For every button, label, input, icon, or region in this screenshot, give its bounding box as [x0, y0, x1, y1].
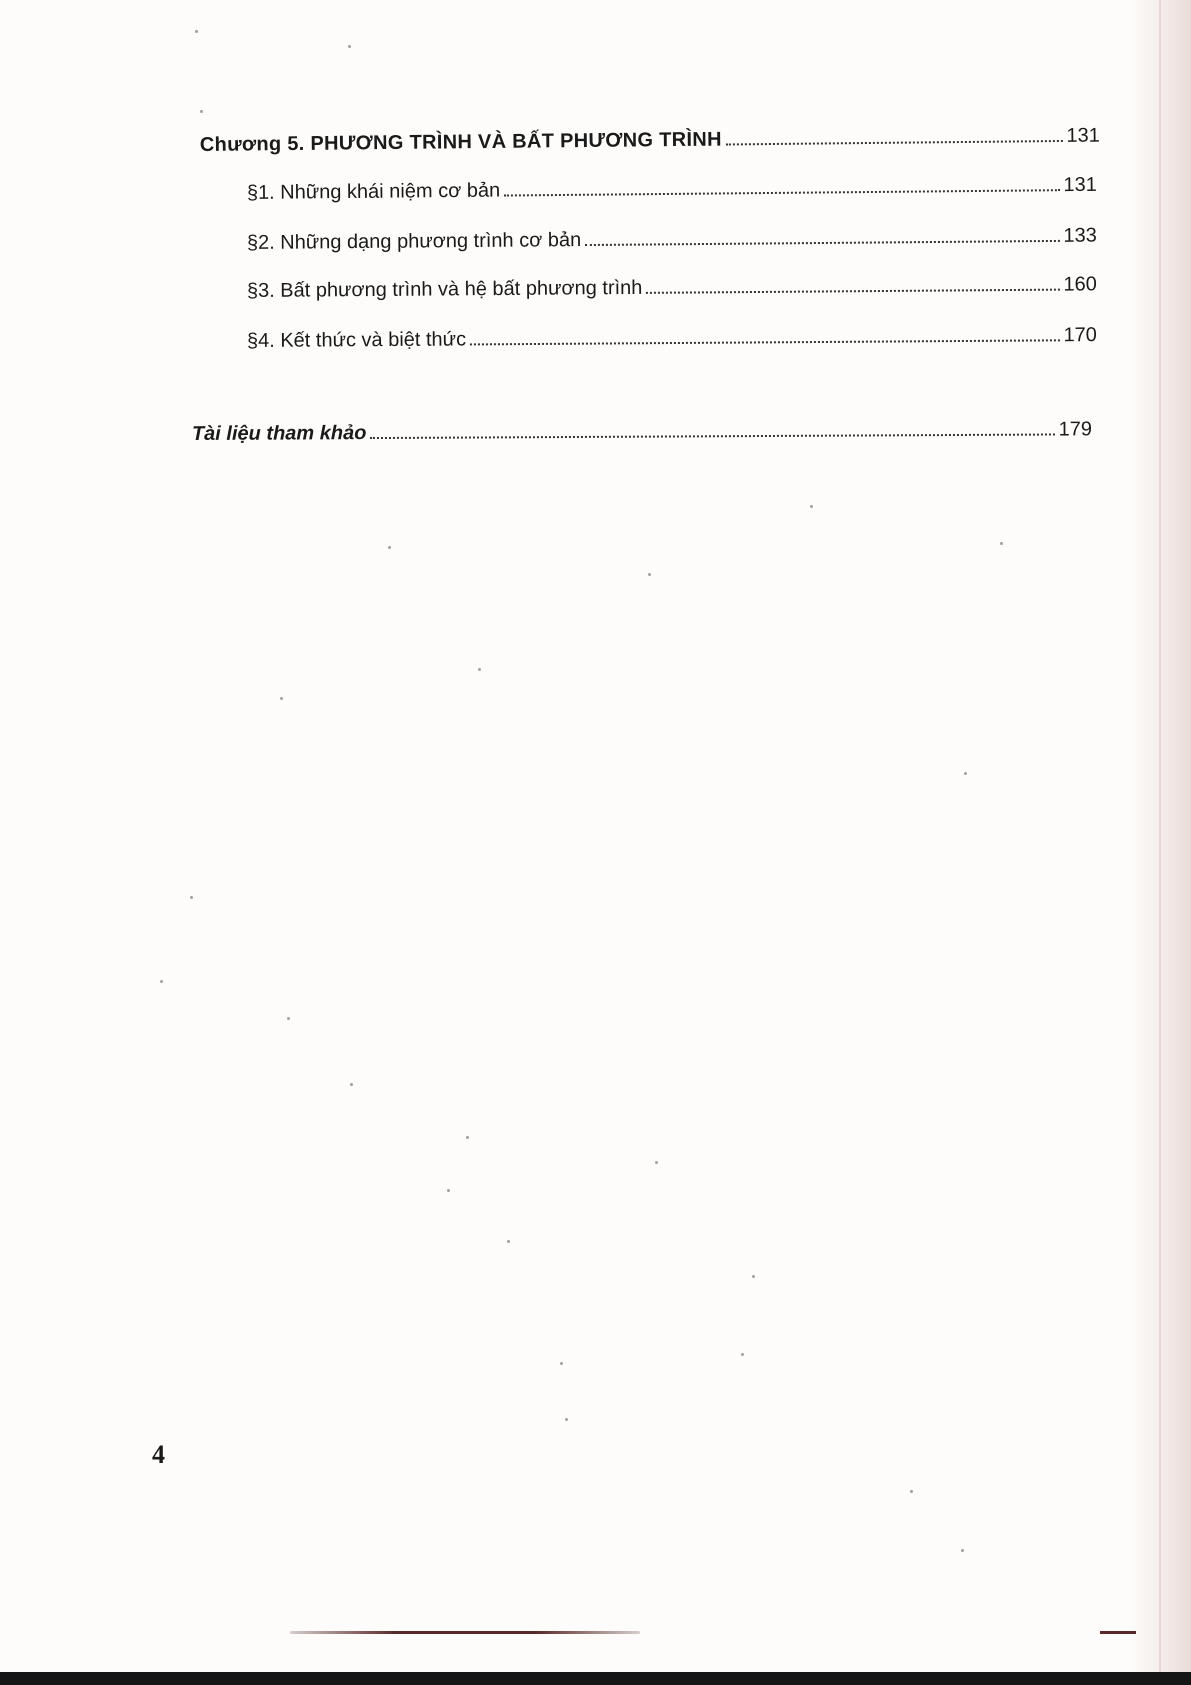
toc-section-title: §4. Kết thức và biệt thức	[246, 328, 467, 353]
scan-edge-line	[1159, 0, 1161, 1685]
scan-speck	[648, 573, 651, 576]
dot-leader	[470, 339, 1059, 345]
toc-section-entry	[247, 225, 1097, 255]
bottom-rule-right	[1100, 1631, 1136, 1634]
toc-references-title: Tài liệu tham khảo	[191, 422, 367, 445]
page-number: 4	[152, 1440, 165, 1469]
dot-leader	[370, 433, 1054, 439]
scan-speck	[655, 1161, 658, 1164]
scan-speck	[741, 1353, 744, 1356]
dot-leader	[504, 189, 1059, 196]
scan-speck	[565, 1418, 568, 1421]
scan-speck	[810, 505, 813, 508]
toc-chapter-title: Chương 5. PHƯƠNG TRÌNH VÀ BẤT PHƯƠNG TRÌNH	[199, 128, 722, 157]
scan-speck	[190, 896, 193, 899]
scan-speck	[910, 1490, 913, 1493]
toc-chapter-page: 131	[1066, 124, 1100, 147]
toc-references-entry	[192, 418, 1092, 446]
scan-speck	[447, 1189, 450, 1192]
toc-section-entry	[247, 174, 1097, 205]
scan-speck	[560, 1362, 563, 1365]
toc-section-page: 131	[1063, 173, 1097, 197]
scan-speck	[964, 772, 967, 775]
bottom-rule	[290, 1631, 640, 1634]
scan-speck	[466, 1136, 469, 1139]
scan-speck	[200, 110, 203, 113]
dot-leader	[585, 240, 1059, 246]
scan-speck	[507, 1240, 510, 1243]
scan-speck	[280, 697, 283, 700]
scan-speck	[348, 45, 351, 48]
toc-section-entry	[247, 273, 1097, 303]
toc-references-page: 179	[1058, 418, 1092, 441]
scan-speck	[388, 546, 391, 549]
scan-speck	[160, 980, 163, 983]
scan-speck	[478, 668, 481, 671]
toc-section-title: §2. Những dạng phương trình cơ bản	[246, 229, 582, 255]
scan-speck	[287, 1017, 290, 1020]
toc-section-entry	[247, 324, 1097, 353]
toc-chapter-entry	[200, 125, 1100, 157]
scan-speck	[350, 1083, 353, 1086]
scan-edge-shading	[1131, 0, 1191, 1685]
toc-section-page: 160	[1063, 273, 1097, 296]
toc-section-page: 170	[1063, 324, 1097, 347]
scan-speck	[1000, 542, 1003, 545]
dot-leader	[726, 140, 1063, 146]
scan-speck	[961, 1549, 964, 1552]
scan-bottom-band	[0, 1672, 1191, 1685]
scan-speck	[752, 1275, 755, 1278]
toc-section-page: 133	[1063, 224, 1097, 247]
dot-leader	[646, 289, 1059, 294]
toc-section-title: §3. Bất phương trình và hệ bất phương trình	[246, 276, 643, 303]
scan-speck	[195, 30, 198, 33]
toc-section-title: §1. Những khái niệm cơ bản	[246, 179, 501, 205]
